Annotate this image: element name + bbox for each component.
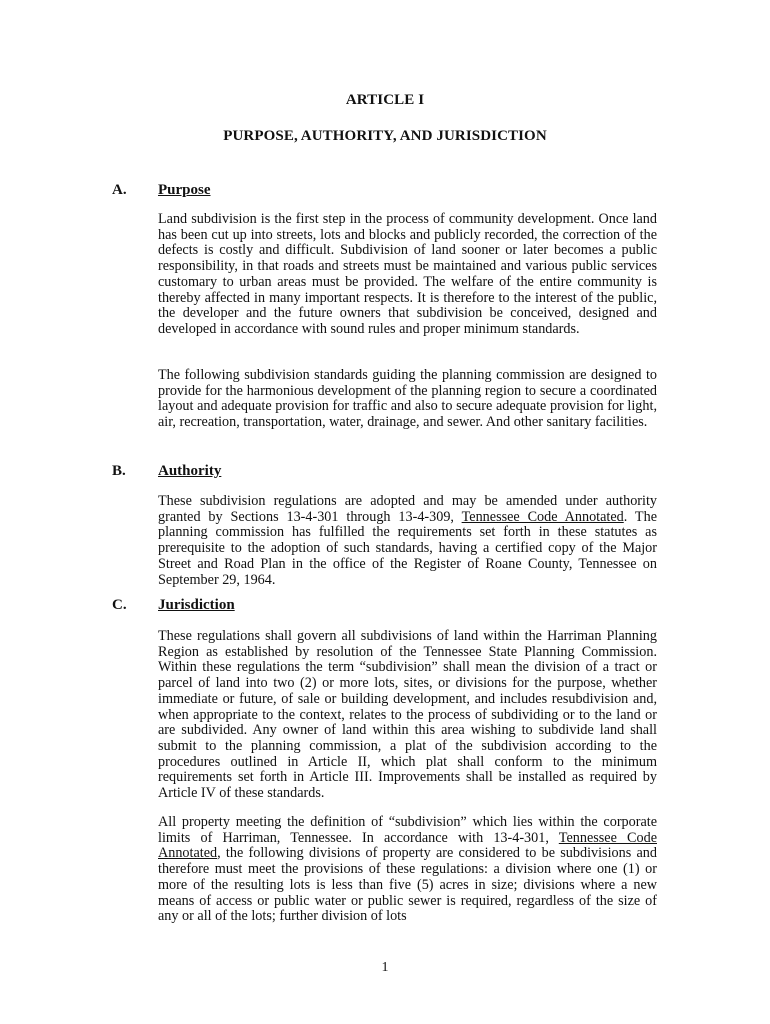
section-b-text-start: These subdivision regulations are adopted and may be amended under authority granted by Sections 13-4-301 through 13-4-309, (158, 493, 657, 525)
section-b-letter: B. (112, 463, 126, 479)
section-c-paragraph-1: These regulations shall govern all subdivisions of land within the Harriman Planning Region as established by resolution of the Tennessee State Planning Commission. Within these regulations the term “subdivision” shall mean the division of a tract or parcel of land into two (2) or more lots, sites, or divisions for the purpose, whether immediate or future, of sale or building development, and includes resubdivision and, when appropriate to the context, relates to the process of subdividing or to the land or are subdivided. Any owner of land within this area wishing to subdivide land shall submit to the planning commission, a plat of the subdivision according to the procedures outlined in Article II, which plat shall conform to the minimum requirements set forth in Article III. Improvements shall be installed as required by Article IV of these standards. (158, 628, 657, 802)
section-a-paragraph-1: Land subdivision is the first step in the process of community development. Once land has been cut up into streets, lots and blocks and publicly recorded, the correction of the defects is costly and difficult. Subdivision of land sooner or later becomes a public responsibility, in that roads and streets must be maintained and various public services customary to urban areas must be provided. The welfare of the entire community is thereby affected in many important respects. It is therefore to the interest of the public, the developer and the future owners that subdivision be conceived, designed and developed in accordance with sound rules and proper minimum standards. (158, 211, 657, 337)
section-c-heading (112, 597, 657, 614)
section-c-paragraph-2 (158, 815, 657, 925)
section-b-paragraph-1 (158, 494, 657, 588)
article-subheading: PURPOSE, AUTHORITY, AND JURISDICTION (223, 128, 547, 144)
section-c-letter: C. (112, 597, 127, 613)
article-heading: ARTICLE I (345, 92, 425, 108)
section-a-title: Purpose (158, 182, 211, 198)
section-b-heading (112, 463, 657, 480)
tennessee-code-annotated-ref: Tennessee Code Annotated (461, 508, 624, 525)
section-a-heading (112, 182, 657, 199)
page-number: 1 (381, 960, 389, 975)
section-b-text-end: . The planning commission has fulfilled the requirements set forth in these statutes as prerequisite to the adoption of such standards, having a certified copy of the Major Street and Road Plan in the office of the Register of Roane County, Tennessee on September 29, 1964. (158, 508, 657, 588)
section-c-text-end: , the following divisions of property are considered to be subdivisions and therefore must meet the provisions of these regulations: a division where one (1) or more of the resulting lots is less than five (5) acres in size; divisions where a new means of access or public water or public sewer is required, regardless of the size of any or all of the lots; further division of lots (158, 845, 657, 925)
section-a-paragraph-2: The following subdivision standards guiding the planning commission are designed to provide for the harmonious development of the planning region to secure a coordinated layout and adequate provision for traffic and also to secure adequate provision for light, air, recreation, transportation, water, drainage, and sewer. And other sanitary facilities. (158, 367, 657, 431)
section-c-text-start: All property meeting the definition of “subdivision” which lies within the corporate limits of Harriman, Tennessee. In accordance with 13-4-301, (158, 814, 657, 846)
section-c-title: Jurisdiction (158, 597, 235, 613)
section-b-title: Authority (158, 463, 222, 479)
tennessee-code-annotated-ref-2: Tennessee Code Annotated (158, 829, 657, 862)
section-a-letter: A. (112, 182, 127, 198)
